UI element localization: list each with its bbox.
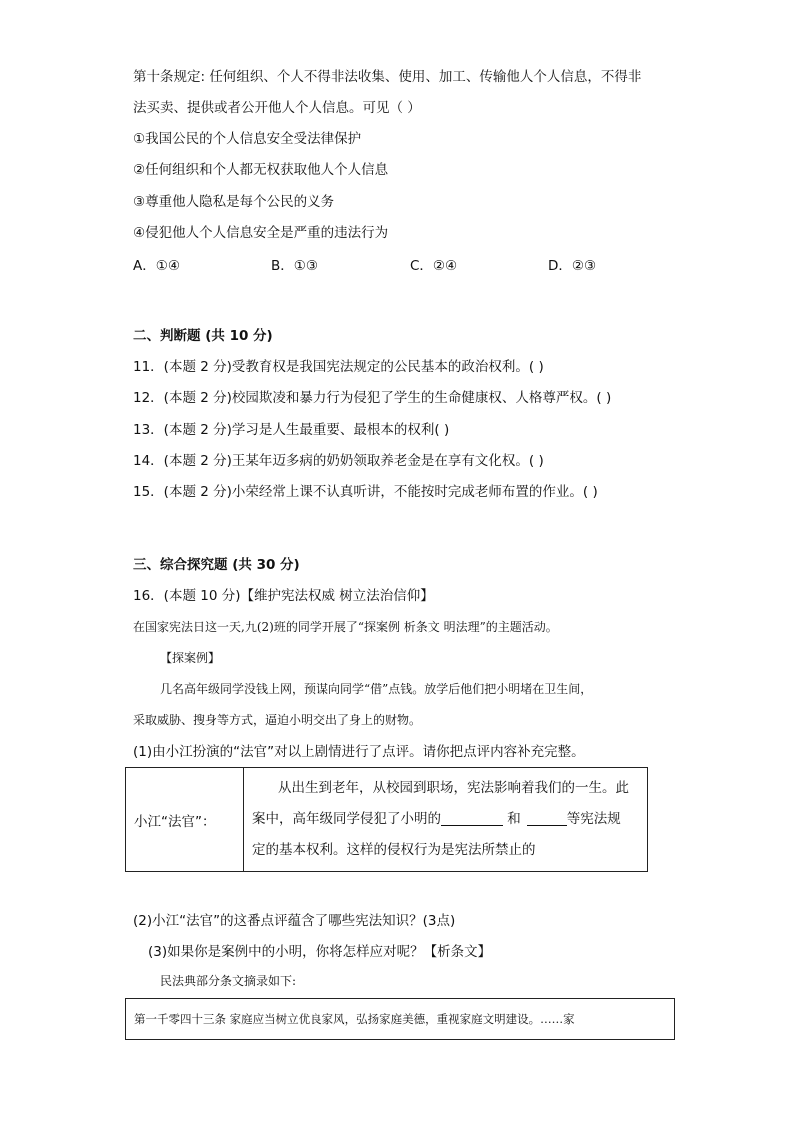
q10-option-b[interactable]: B．①③	[271, 258, 318, 274]
comment-line2: 案中，高年级同学侵犯了小明的 和 等宪法规	[252, 811, 621, 827]
q10-stem-line2: 法买卖、提供或者公开他人个人信息。可见（ ）	[133, 100, 421, 116]
q16-intro: 在国家宪法日这一天,九(2)班的同学开展了“探案例 析条文 明法理”的主题活动。	[133, 620, 558, 634]
answer-blank-2[interactable]	[527, 810, 567, 826]
q10-item-4: ④侵犯他人个人信息安全是严重的违法行为	[133, 225, 389, 241]
q10-item-2: ②任何组织和个人都无权获取他人个人信息	[133, 162, 389, 178]
section3-title: 三、综合探究题 (共 30 分)	[133, 557, 300, 573]
sub-question-2: (2)小江“法官”的这番点评蕴含了哪些宪法知识？(3点)	[133, 913, 456, 929]
q10-stem-line1: 第十条规定: 任何组织、个人不得非法收集、使用、加工、传输他人个人信息，不得非	[133, 69, 642, 85]
judge-q15: 15．(本题 2 分)小荣经常上课不认真听讲，不能按时完成老师布置的作业。( )	[133, 484, 598, 500]
judge-label-cell	[126, 768, 244, 872]
q10-option-a[interactable]: A．①④	[133, 258, 180, 274]
civil-code-intro: 民法典部分条文摘录如下:	[160, 974, 297, 988]
judge-q14: 14．(本题 2 分)王某年迈多病的奶奶领取养老金是在享有文化权。( )	[133, 453, 544, 469]
q16-header: 16．(本题 10 分)【维护宪法权威 树立法治信仰】	[133, 588, 434, 604]
case-title: 【探案例】	[160, 651, 221, 665]
section2-title: 二、判断题 (共 10 分)	[133, 328, 273, 344]
q10-item-3: ③尊重他人隐私是每个公民的义务	[133, 194, 335, 210]
civil-code-excerpt-box	[125, 998, 675, 1040]
answer-blank-1[interactable]	[441, 810, 503, 826]
comment-line1: 从出生到老年，从校园到职场，宪法影响着我们的一生。此	[278, 780, 629, 796]
judge-q11: 11．(本题 2 分)受教育权是我国宪法规定的公民基本的政治权利。( )	[133, 359, 544, 375]
q10-item-1: ①我国公民的个人信息安全受法律保护	[133, 131, 362, 147]
sub-question-3: (3)如果你是案例中的小明，你将怎样应对呢？【析条文】	[148, 944, 492, 960]
judge-q13: 13．(本题 2 分)学习是人生最重要、最根本的权利( )	[133, 422, 450, 438]
case-text-line1: 几名高年级同学没钱上网，预谋向同学“借”点钱。放学后他们把小明堵在卫生间，	[160, 682, 593, 696]
civil-code-article: 第一千零四十三条 家庭应当树立优良家风，弘扬家庭美德，重视家庭文明建设。……家	[134, 1012, 575, 1026]
judge-comment-table	[125, 767, 648, 872]
comment-line3: 定的基本权利。这样的侵权行为是宪法所禁止的	[252, 842, 536, 858]
case-text-line2: 采取威胁、搜身等方式，逼迫小明交出了身上的财物。	[133, 713, 422, 727]
judge-q12: 12．(本题 2 分)校园欺凌和暴力行为侵犯了学生的生命健康权、人格尊严权。( )	[133, 390, 612, 406]
q10-option-c[interactable]: C．②④	[410, 258, 458, 274]
q10-options	[133, 254, 693, 274]
sub-question-1: (1)由小江扮演的“法官”对以上剧情进行了点评。请你把点评内容补充完整。	[133, 744, 585, 760]
q10-option-d[interactable]: D．②③	[548, 258, 597, 274]
judge-comment-cell	[244, 768, 648, 872]
judge-label: 小江“法官”：	[134, 813, 216, 830]
